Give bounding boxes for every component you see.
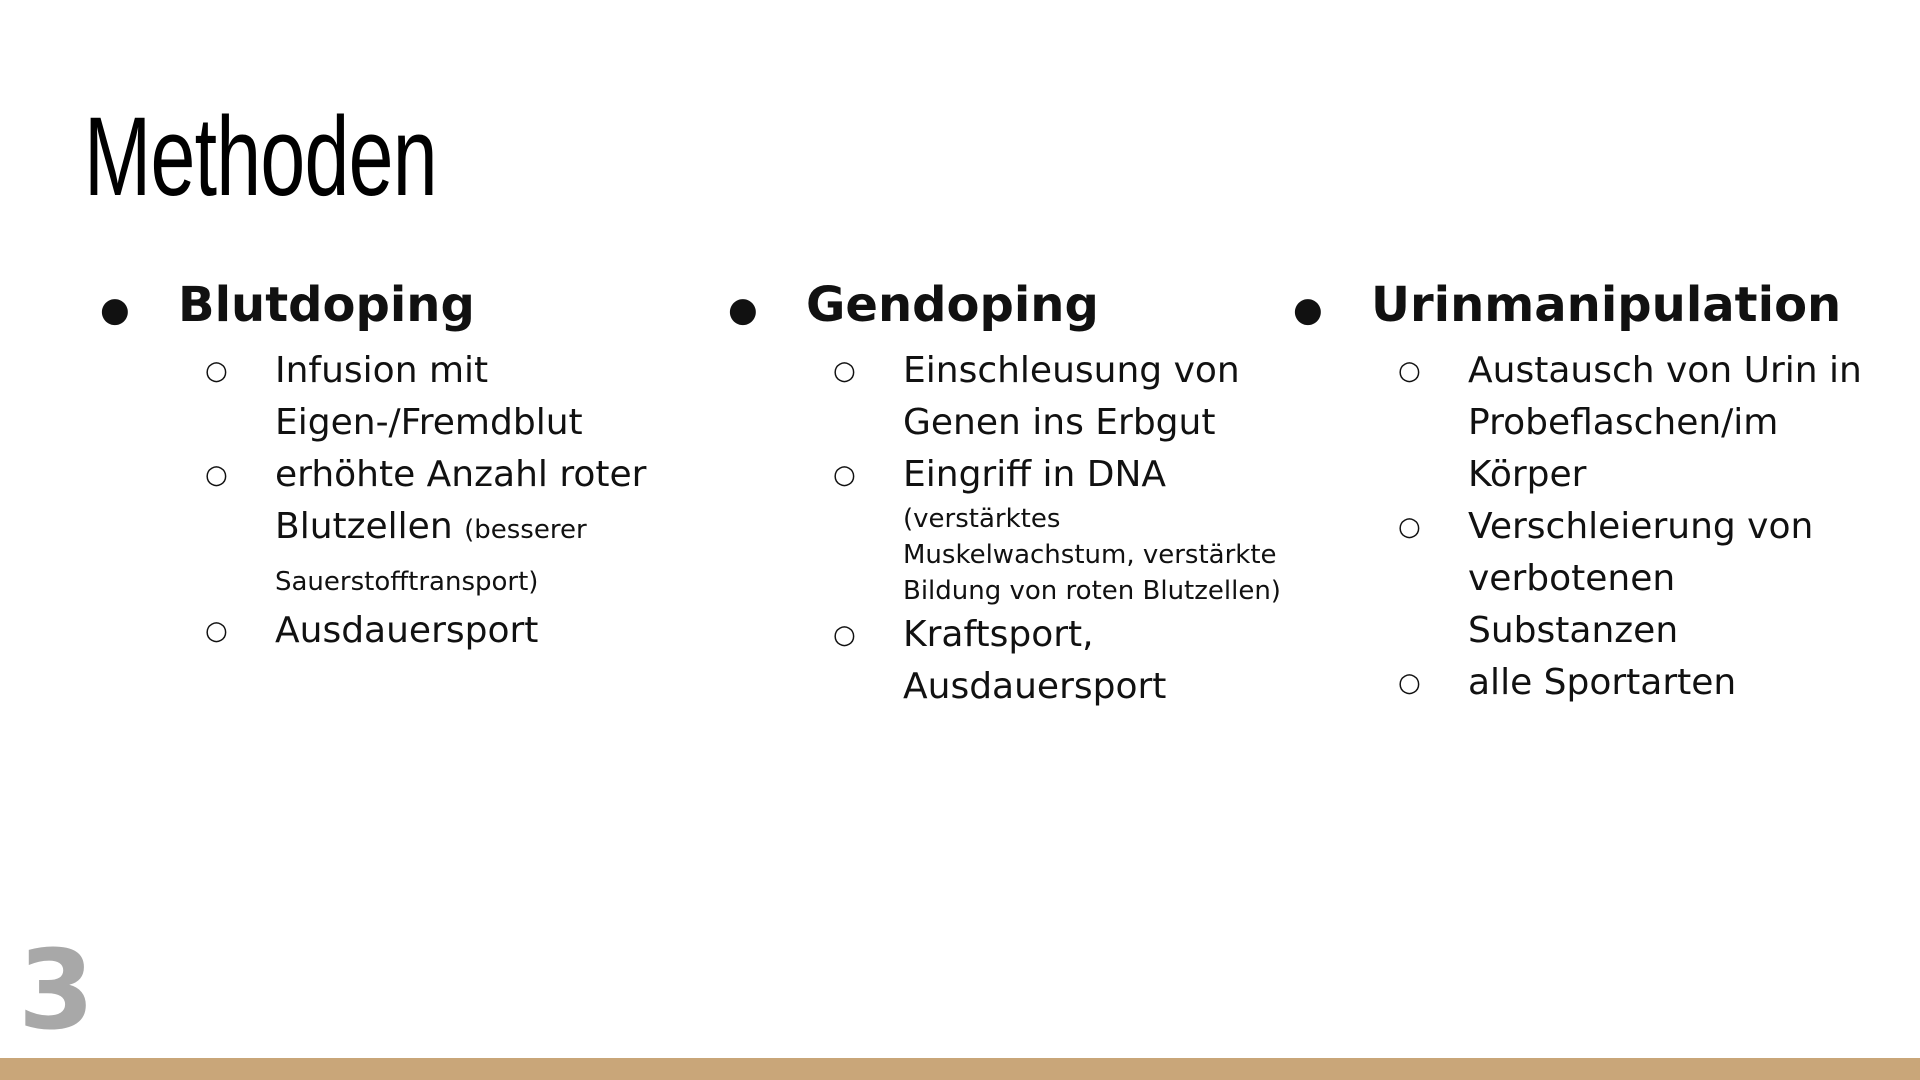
- sub-list: [833, 345, 1288, 713]
- main-bullet-item: [728, 270, 1288, 345]
- list-item: [1398, 345, 1893, 501]
- list-item-text: [903, 449, 1288, 609]
- main-bullet-item: [1293, 270, 1893, 345]
- column-heading: Gendoping: [806, 277, 1099, 333]
- list-item-text: alle Sportarten: [1468, 662, 1737, 703]
- page-number: 3: [18, 926, 95, 1054]
- hollow-bullet-icon: ○: [205, 616, 228, 646]
- list-item-text: Ausdauersport: [275, 610, 539, 651]
- list-item-text: Verschleierung von verbotenen Substanzen: [1468, 506, 1814, 651]
- filled-bullet-icon: ●: [728, 290, 758, 330]
- hollow-bullet-icon: ○: [205, 356, 228, 386]
- list-item: [833, 609, 1288, 713]
- hollow-bullet-icon: ○: [205, 460, 228, 490]
- list-item: [205, 605, 660, 657]
- hollow-bullet-icon: ○: [1398, 668, 1421, 698]
- list-item: [1398, 657, 1893, 709]
- list-item-text: Kraftsport, Ausdauersport: [903, 614, 1167, 707]
- sub-list: [205, 345, 660, 657]
- list-item-note: (verstärktes Muskelwachstum, verstärkte Bildung von roten Blutzellen): [903, 504, 1281, 606]
- list-item: [1398, 501, 1893, 657]
- list-item-text: Infusion mit Eigen-/Fremdblut: [275, 350, 583, 443]
- list-item: [205, 345, 660, 449]
- list-item: [833, 345, 1288, 449]
- main-bullet-item: [100, 270, 660, 345]
- column-heading: Blutdoping: [178, 277, 475, 333]
- slide-title: Methoden: [84, 94, 437, 219]
- list-item-main-text: Eingriff in DNA: [903, 454, 1167, 495]
- list-item-text: Austausch von Urin in Probeflaschen/im Körper: [1468, 350, 1862, 495]
- list-item: [205, 449, 660, 605]
- list-item-text: [275, 449, 655, 605]
- hollow-bullet-icon: ○: [833, 356, 856, 386]
- column-blutdoping: [100, 270, 660, 657]
- filled-bullet-icon: ●: [100, 290, 130, 330]
- column-urinmanipulation: [1293, 270, 1893, 709]
- list-item-note: (besserer Sauerstofftransport): [275, 515, 587, 597]
- list-item-text: Einschleusung von Genen ins Erbgut: [903, 350, 1240, 443]
- filled-bullet-icon: ●: [1293, 290, 1323, 330]
- hollow-bullet-icon: ○: [1398, 356, 1421, 386]
- column-heading: Urinmanipulation: [1371, 277, 1842, 333]
- sub-list: [1398, 345, 1893, 709]
- footer-bar: [0, 1058, 1920, 1080]
- hollow-bullet-icon: ○: [1398, 512, 1421, 542]
- hollow-bullet-icon: ○: [833, 460, 856, 490]
- column-gendoping: [728, 270, 1288, 713]
- list-item: [833, 449, 1288, 609]
- list-item-main-text: erhöhte Anzahl roter Blutzellen: [275, 454, 647, 547]
- hollow-bullet-icon: ○: [833, 620, 856, 650]
